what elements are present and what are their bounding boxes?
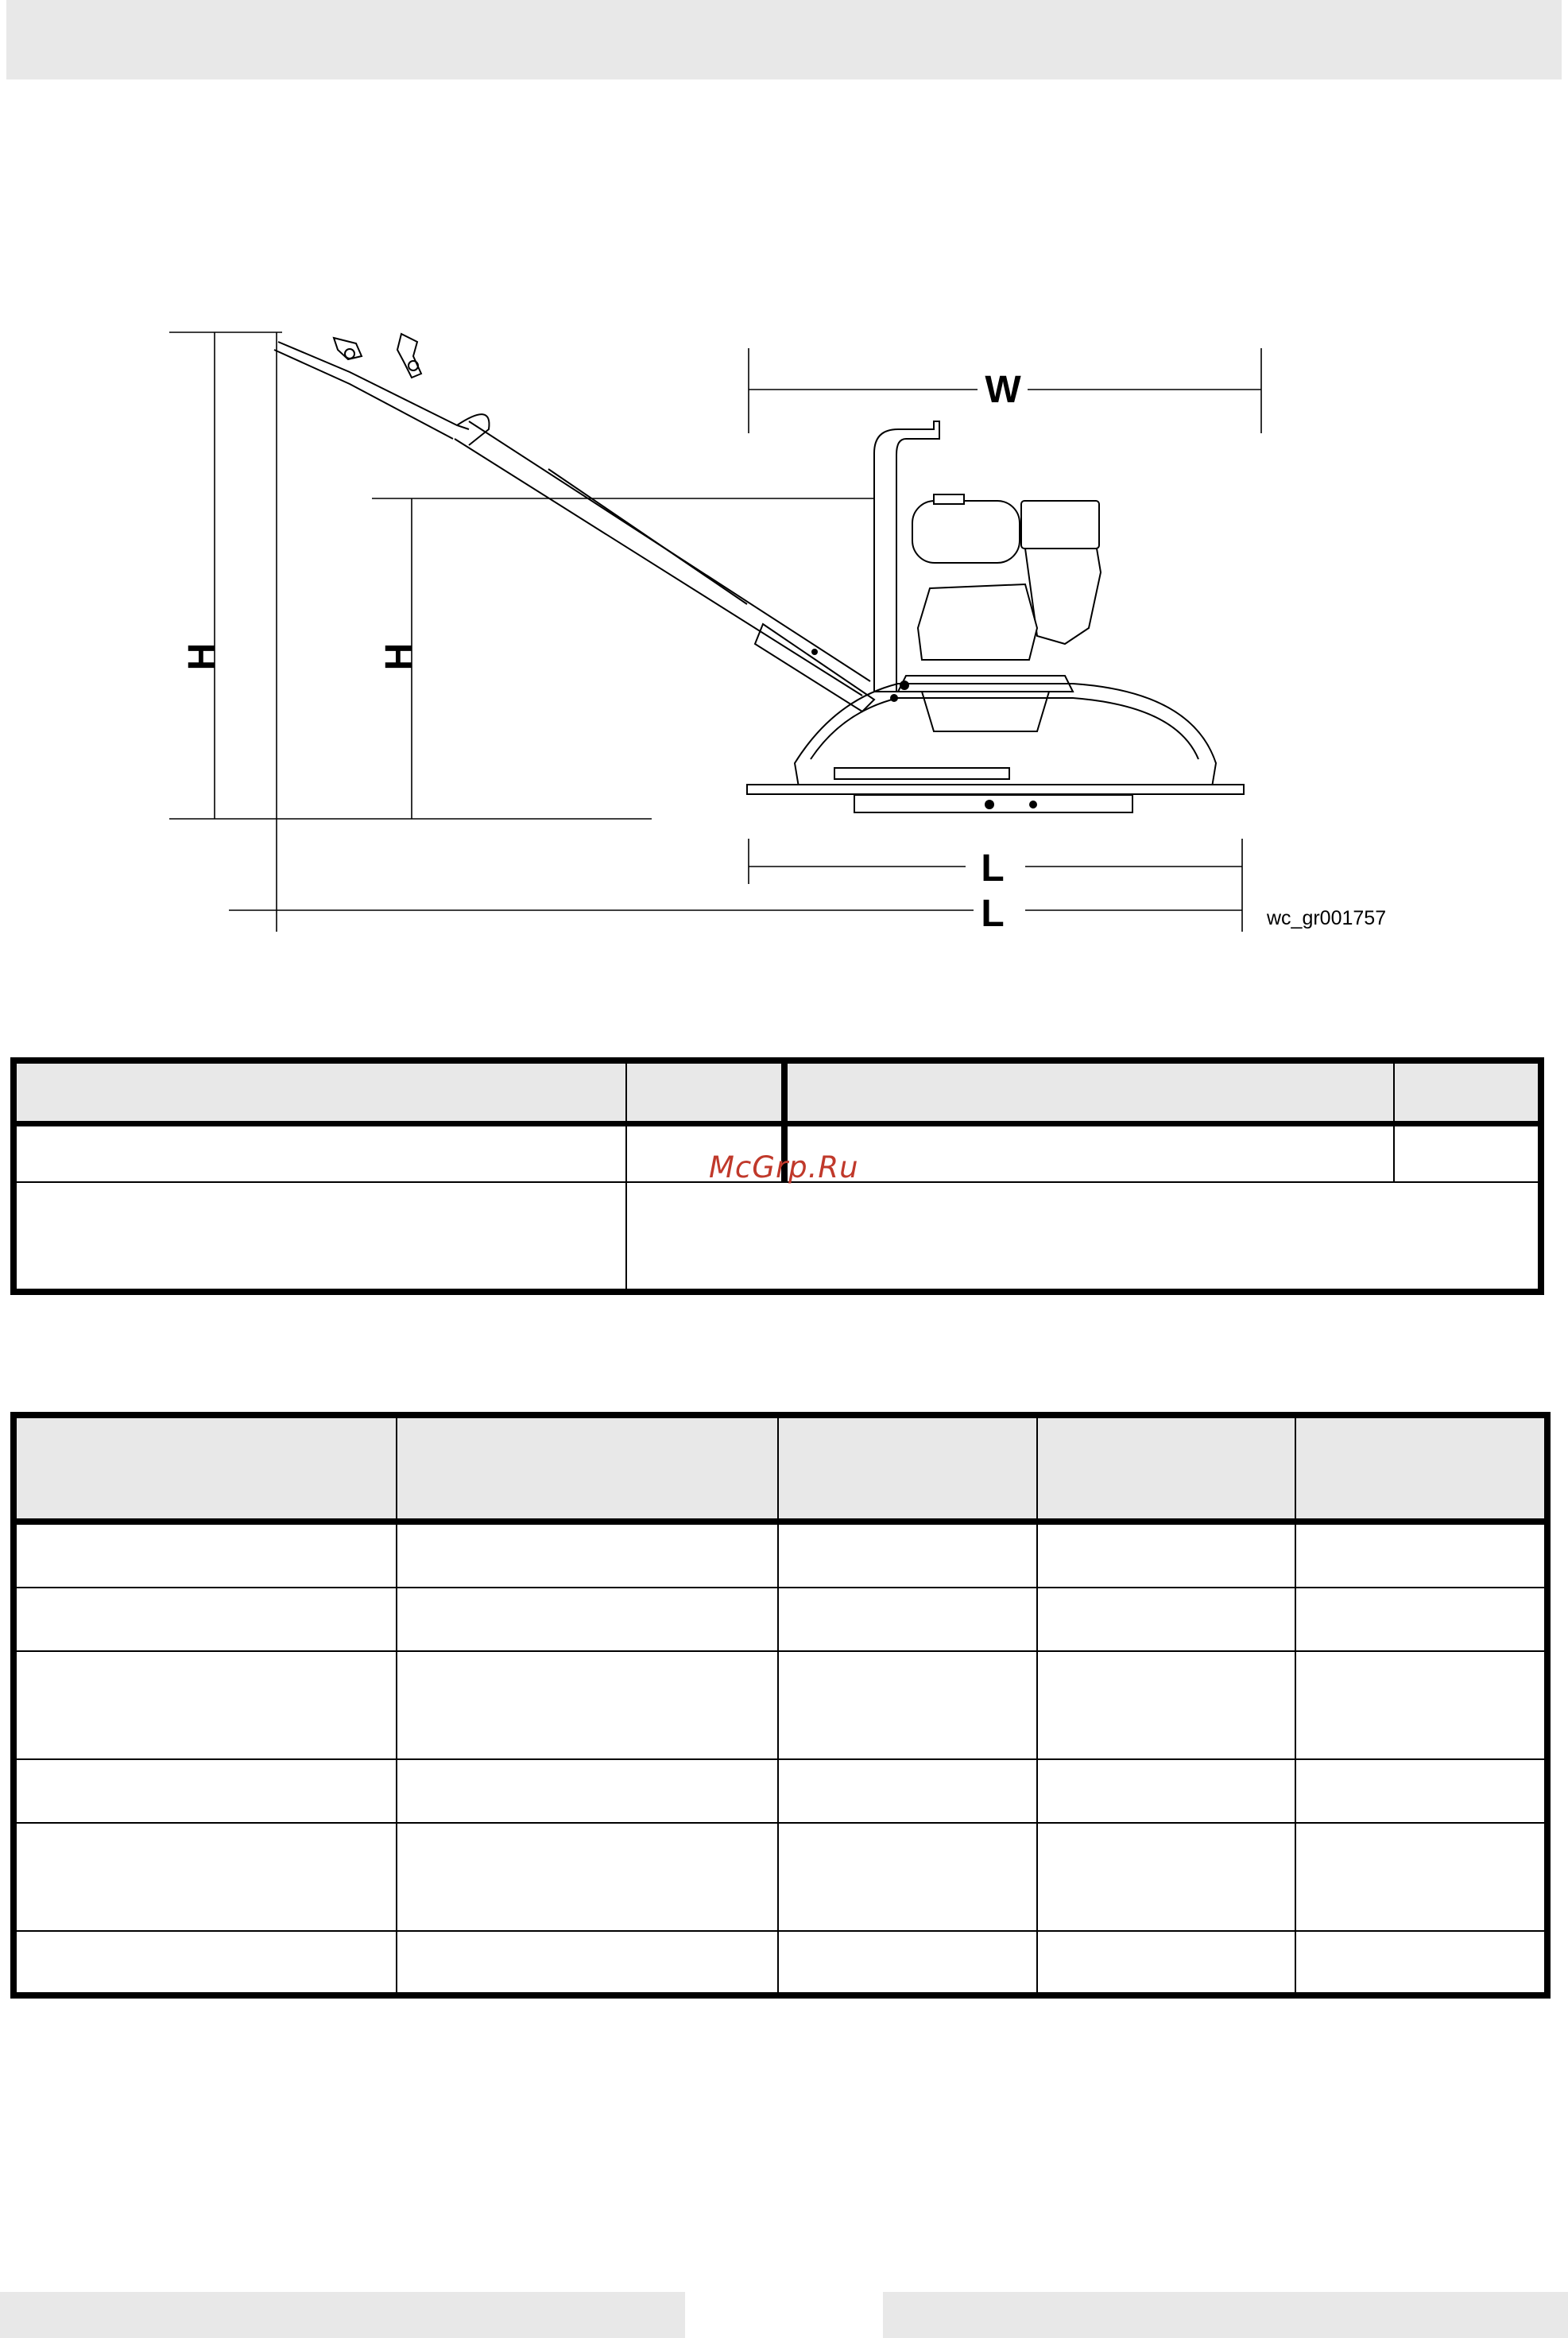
table-row — [17, 1650, 1544, 1652]
table-row — [17, 1758, 1544, 1760]
spec-table-2 — [10, 1412, 1551, 1999]
dim-label-h-inner: H — [378, 642, 420, 671]
page-header-bar — [6, 0, 1562, 79]
page-footer-left — [0, 2292, 685, 2338]
figure-code: wc_gr001757 — [1267, 907, 1387, 929]
table-header-row — [17, 1064, 1538, 1126]
table-row — [17, 1587, 1544, 1588]
table-row — [17, 1822, 1544, 1824]
table-header-row — [17, 1418, 1544, 1525]
dim-label-l-long: L — [981, 893, 1005, 935]
dim-label-w: W — [985, 369, 1021, 411]
page-footer-right — [883, 2292, 1568, 2338]
trowel-dimension-drawing — [0, 302, 1568, 954]
dim-label-l-short: L — [981, 847, 1005, 890]
dim-label-h-outer: H — [181, 642, 223, 671]
table-row — [17, 1930, 1544, 1932]
watermark-text: McGrp.Ru — [709, 1150, 859, 1185]
